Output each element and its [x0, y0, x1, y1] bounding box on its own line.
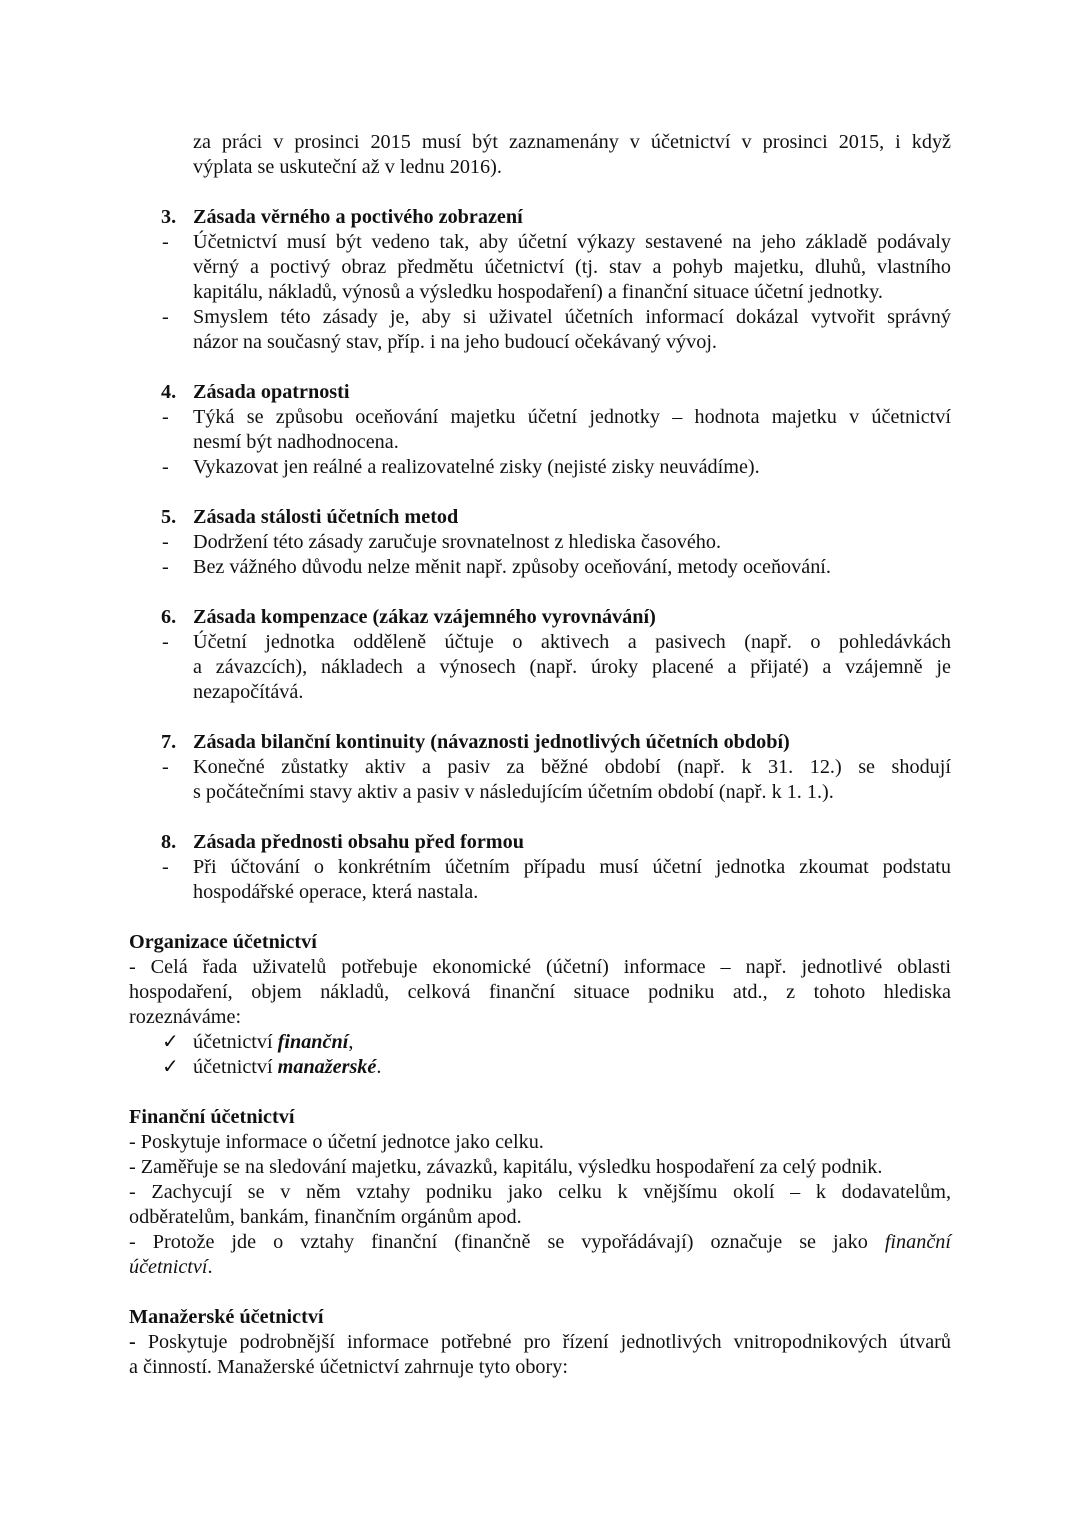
financni-line-6-emphasis: účetnictví: [129, 1256, 208, 1278]
bullet-dash: -: [162, 756, 169, 778]
intro-line-2: výplata se uskuteční až v lednu 2016).: [193, 156, 502, 178]
manazerske-heading: Manažerské účetnictví: [129, 1306, 324, 1328]
section-5-bullet-2-line-1: Bez vážného důvodu nelze měnit např. způsoby oceňování, metody oceňování.: [193, 556, 831, 578]
section-3-title: Zásada věrného a poctivého zobrazení: [193, 206, 523, 228]
bullet-dash: -: [162, 456, 169, 478]
section-8-title: Zásada přednosti obsahu před formou: [193, 831, 524, 853]
section-6-bullet-1-line-3: nezapočítává.: [193, 681, 304, 703]
section-5-title: Zásada stálosti účetních metod: [193, 506, 459, 528]
organizace-item-2: [193, 1055, 381, 1080]
section-7-bullet-1-line-1: Konečné zůstatky aktiv a pasiv za běžné období (např. k 31. 12.) se shodují: [193, 756, 951, 778]
financni-line-5-emphasis: finanční: [884, 1231, 951, 1253]
section-3-bullet-2-line-1: Smyslem této zásady je, aby si uživatel účetních informací dokázal vytvořit správný: [193, 306, 951, 328]
section-8-number: 8.: [161, 831, 177, 853]
bullet-dash: -: [162, 406, 169, 428]
section-4-title: Zásada opatrnosti: [193, 381, 350, 403]
checkmark-icon: ✓: [162, 1056, 179, 1078]
section-7-number: 7.: [161, 731, 177, 753]
bullet-dash: -: [162, 556, 169, 578]
organizace-item-1-emphasis: finanční: [277, 1031, 349, 1053]
section-3-bullet-1-line-3: kapitálu, nákladů, výnosů a výsledku hospodaření) a finanční situace účetní jednotky.: [193, 281, 883, 303]
section-4-bullet-2-line-1: Vykazovat jen reálné a realizovatelné zisky (nejisté zisky neuvádíme).: [193, 456, 760, 478]
financni-line-4: odběratelům, bankám, finančním orgánům apod.: [129, 1206, 522, 1228]
section-5-bullet-1-line-1: Dodržení této zásady zaručuje srovnatelnost z hlediska časového.: [193, 531, 722, 553]
section-3-bullet-2-line-2: názor na současný stav, příp. i na jeho budoucí očekávaný vývoj.: [193, 331, 717, 353]
bullet-dash: -: [162, 631, 169, 653]
financni-line-5: [129, 1230, 951, 1255]
bullet-dash: -: [162, 531, 169, 553]
section-6-number: 6.: [161, 606, 177, 628]
organizace-item-1-prefix: účetnictví: [193, 1031, 278, 1053]
organizace-item-1-suffix: ,: [348, 1031, 354, 1053]
organizace-item-1: [193, 1030, 353, 1055]
organizace-line-3: rozeznáváme:: [129, 1006, 242, 1028]
section-4-bullet-1-line-2: nesmí být nadhodnocena.: [193, 431, 399, 453]
section-8-bullet-1-line-2: hospodářské operace, která nastala.: [193, 881, 479, 903]
section-8-bullet-1-line-1: Při účtování o konkrétním účetním případu musí účetní jednotka zkoumat podstatu: [193, 856, 951, 878]
financni-line-6-suffix: .: [207, 1256, 213, 1278]
section-7-title: Zásada bilanční kontinuity (návaznosti jednotlivých účetních období): [193, 731, 790, 753]
section-4-bullet-1-line-1: Týká se způsobu oceňování majetku účetní jednotky – hodnota majetku v účetnictví: [193, 406, 951, 428]
organizace-line-2: hospodaření, objem nákladů, celková finanční situace podniku atd., z tohoto hlediska: [129, 981, 951, 1003]
financni-line-1: - Poskytuje informace o účetní jednotce jako celku.: [129, 1131, 544, 1153]
checkmark-icon: ✓: [162, 1031, 179, 1053]
section-4-number: 4.: [161, 381, 177, 403]
bullet-dash: -: [162, 306, 169, 328]
organizace-item-2-emphasis: manažerské: [277, 1056, 377, 1078]
section-6-bullet-1-line-1: Účetní jednotka odděleně účtuje o aktivech a pasivech (např. o pohledávkách: [193, 631, 951, 653]
organizace-line-1: - Celá řada uživatelů potřebuje ekonomické (účetní) informace – např. jednotlivé oblasti: [129, 956, 951, 978]
manazerske-line-1: [129, 1330, 951, 1355]
financni-heading: Finanční účetnictví: [129, 1106, 295, 1128]
organizace-heading: Organizace účetnictví: [129, 931, 317, 953]
financni-line-6: [129, 1255, 213, 1280]
section-3-bullet-1-line-1: Účetnictví musí být vedeno tak, aby účetní výkazy sestavené na jeho základě podávaly: [193, 231, 951, 253]
section-7-bullet-1-line-2: s počátečními stavy aktiv a pasiv v následujícím účetním období (např. k 1. 1.).: [193, 781, 834, 803]
financni-line-2: - Zaměřuje se na sledování majetku, závazků, kapitálu, výsledku hospodaření za celý podnik.: [129, 1156, 883, 1178]
section-6-title: Zásada kompenzace (zákaz vzájemného vyrovnávání): [193, 606, 656, 628]
section-6-bullet-1-line-2: a závazcích), nákladech a výnosech (např. úroky placené a přijaté) a vzájemně je: [193, 656, 951, 678]
section-3-bullet-1-line-2: věrný a poctivý obraz předmětu účetnictví (tj. stav a pohyb majetku, dluhů, vlastního: [193, 256, 951, 278]
bullet-dash: -: [162, 231, 169, 253]
organizace-item-2-prefix: účetnictví: [193, 1056, 278, 1078]
section-5-number: 5.: [161, 506, 177, 528]
bullet-dash: -: [162, 856, 169, 878]
intro-line-1: za práci v prosinci 2015 musí být zaznamenány v účetnictví v prosinci 2015, i když: [193, 131, 951, 153]
section-3-number: 3.: [161, 206, 177, 228]
financni-line-5-text: - Protože jde o vztahy finanční (finančně se vypořádávají) označuje se jako: [129, 1231, 868, 1253]
manazerske-line-2: a činností. Manažerské účetnictví zahrnuje tyto obory:: [129, 1356, 568, 1378]
manazerske-line-1-dash: -: [129, 1331, 136, 1353]
financni-line-3: - Zachycují se v něm vztahy podniku jako celku k vnějšímu okolí – k dodavatelům,: [129, 1181, 951, 1203]
manazerske-line-1-text: Poskytuje podrobnější informace potřebné pro řízení jednotlivých vnitropodnikových útvarů: [135, 1331, 951, 1353]
organizace-item-2-suffix: .: [376, 1056, 382, 1078]
